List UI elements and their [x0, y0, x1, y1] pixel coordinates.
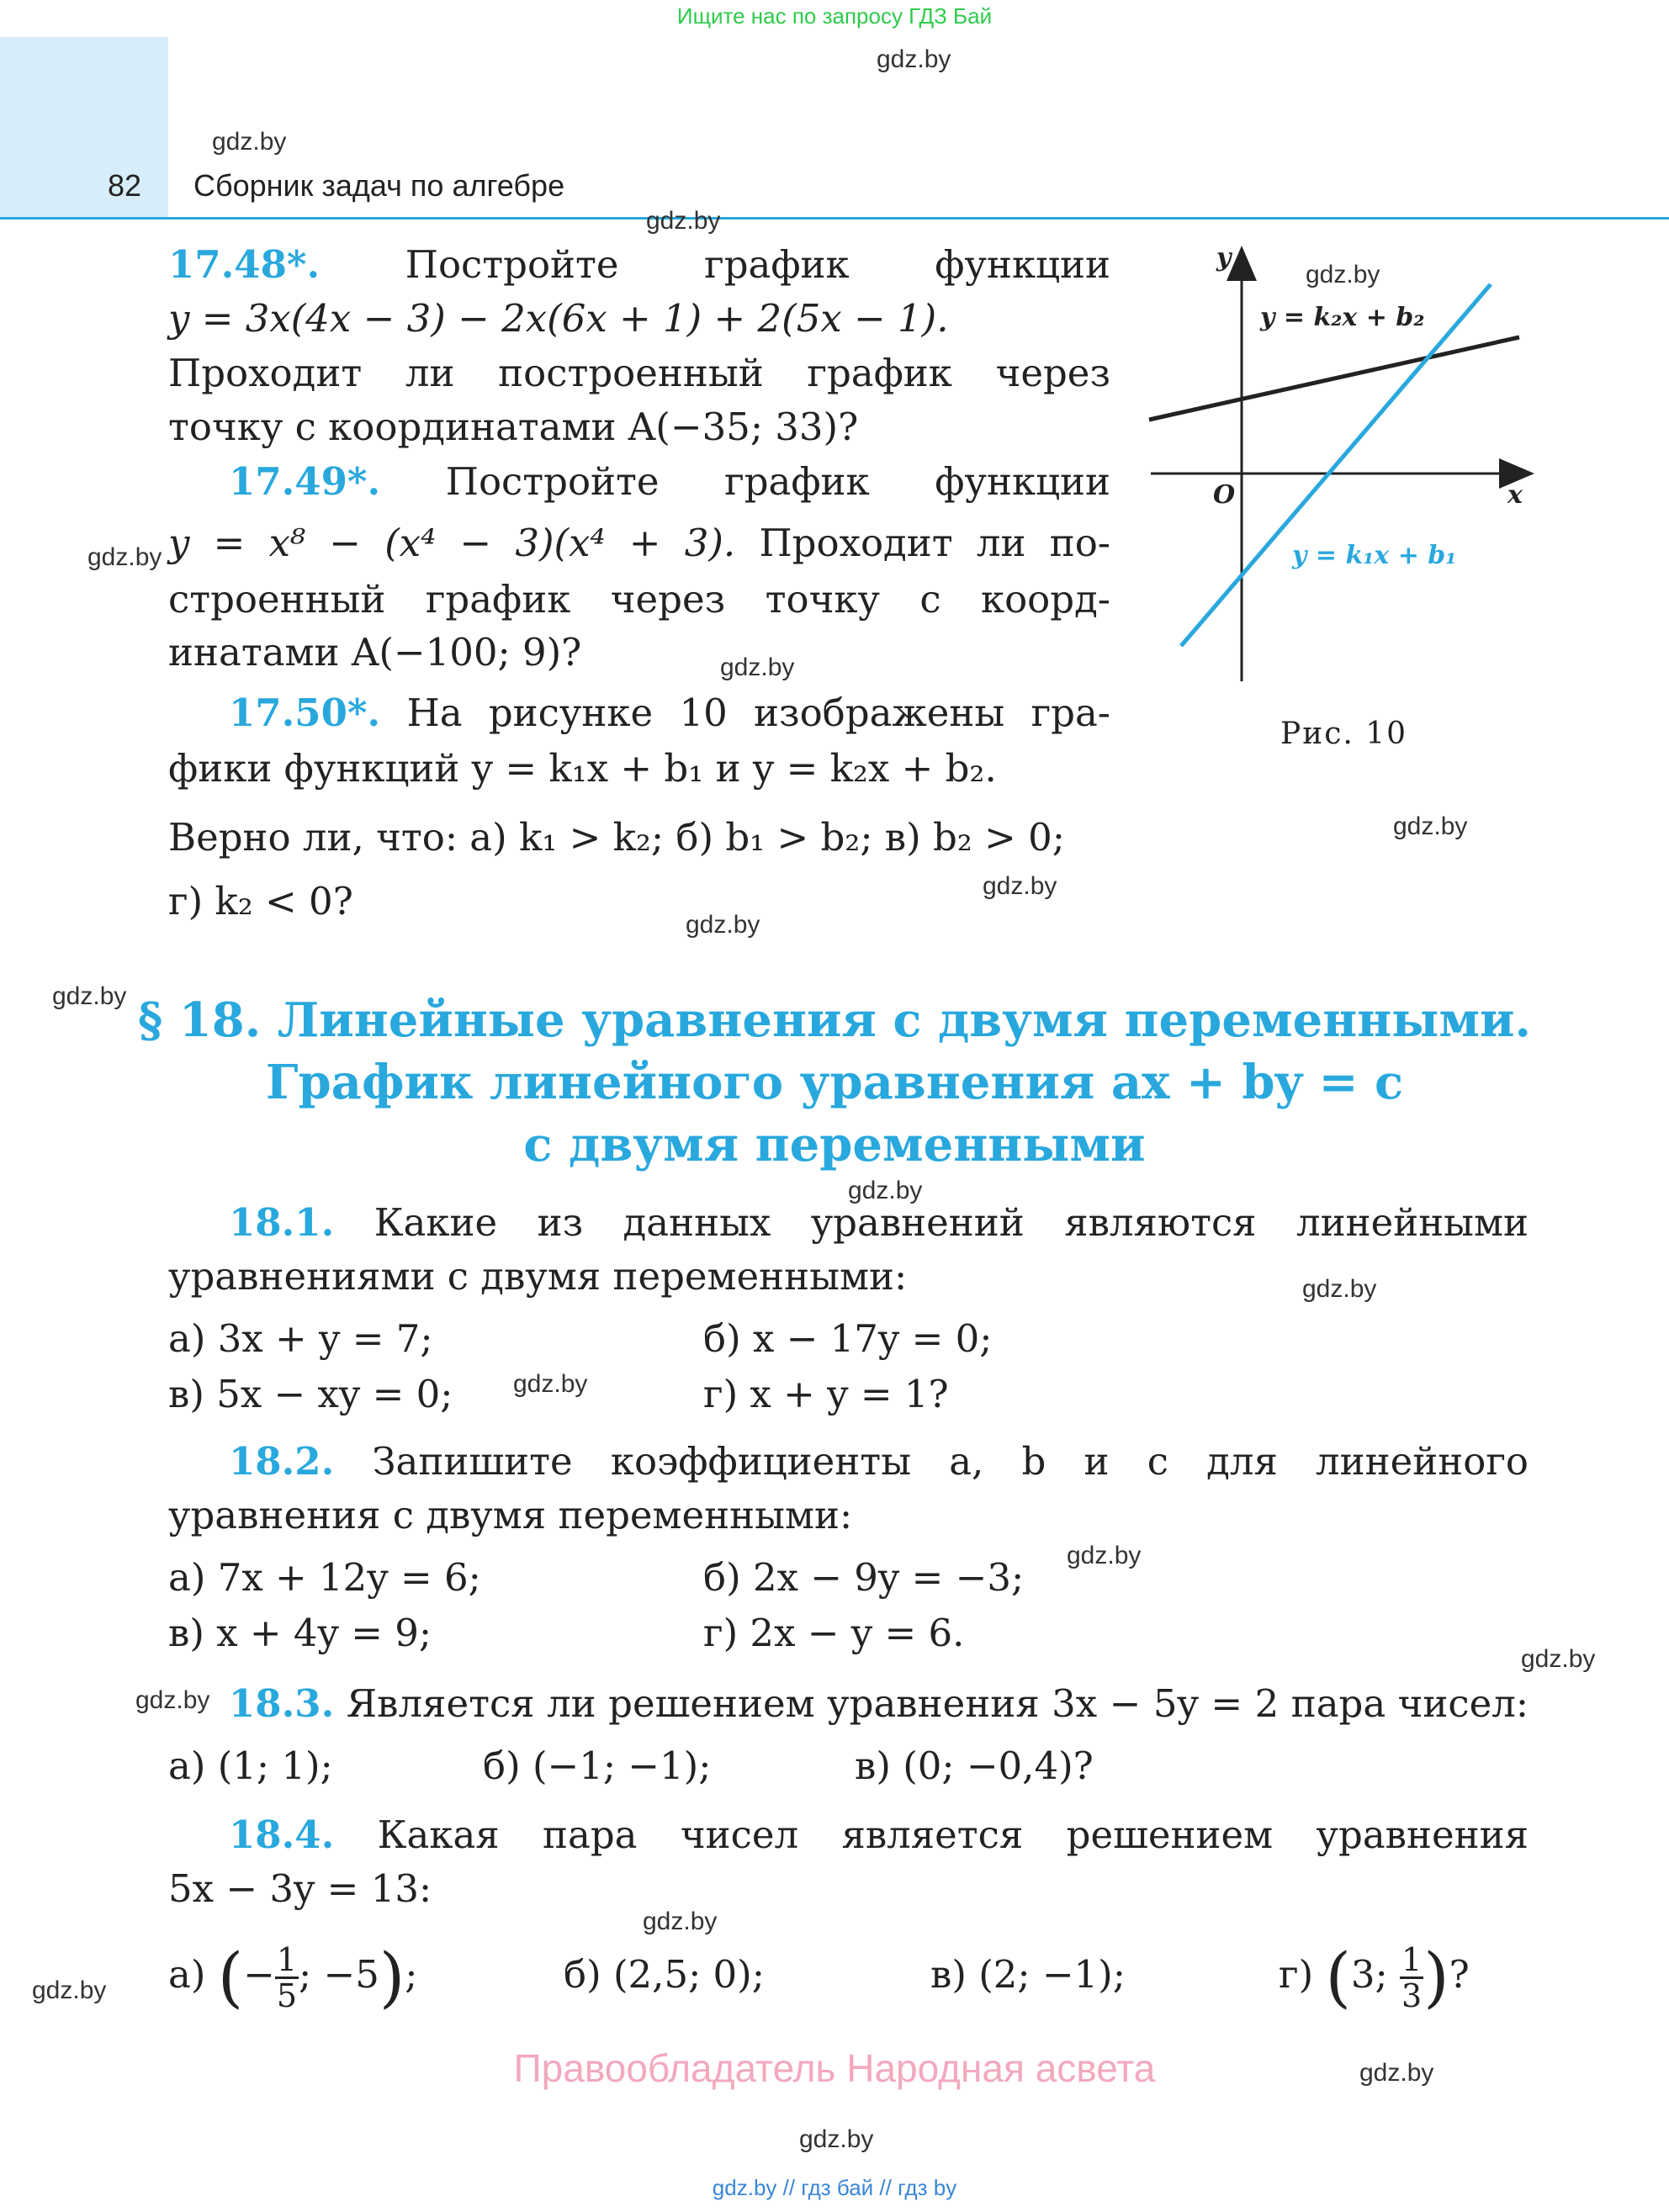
problem-18-1-line2: уравнениями с двумя переменными: — [168, 1254, 908, 1299]
watermark: gdz.by — [212, 128, 287, 156]
problem-18-1-a: а) 3x + y = 7; — [168, 1316, 433, 1361]
watermark: gdz.by — [1393, 812, 1468, 840]
watermark: gdz.by — [1359, 2059, 1434, 2087]
problem-18-2-b: б) 2x − 9y = −3; — [703, 1555, 1025, 1600]
watermark: gdz.by — [1306, 261, 1380, 288]
watermark: gdz.by — [848, 1177, 923, 1204]
problem-18-2-v: в) x + 4y = 9; — [168, 1611, 432, 1655]
problem-17-48-line4: точку с координатами A(−35; 33)? — [168, 405, 859, 449]
problem-18-4-g: г) (3; $\frac{1}{3}$ )? — [1279, 1939, 1470, 2016]
search-banner: Ищите нас по запросу ГДЗ Бай — [676, 3, 993, 29]
page-number: 82 — [108, 168, 142, 203]
problem-18-3-line1: 18.3. Является ли решением уравнения 3x − 5y = 2 пара чисел: — [229, 1681, 1529, 1726]
figure-10 — [1136, 235, 1539, 706]
problem-18-1-v: в) 5x − xy = 0; — [168, 1372, 453, 1416]
line2-label: y = k₂x + b₂ — [1260, 303, 1425, 332]
origin-label: O — [1213, 480, 1236, 510]
section-title-line3: с двумя переменными — [523, 1117, 1146, 1172]
problem-18-2-g: г) 2x − y = 6. — [703, 1611, 965, 1655]
watermark: gdz.by — [877, 45, 951, 73]
line-k1-b1 — [1181, 284, 1491, 646]
problem-18-1-b: б) x − 17y = 0; — [703, 1316, 993, 1361]
figure-caption: Рис. 10 — [1280, 717, 1408, 751]
watermark: gdz.by — [1067, 1542, 1142, 1569]
problem-18-1-line1: 18.1. Какие из данных уравнений являются линейными — [229, 1200, 1529, 1245]
problem-17-48-line1: 17.48*. Постройте график функции — [168, 242, 1110, 287]
watermark: gdz.by — [52, 982, 127, 1010]
footer-links[interactable]: gdz.by // гдз бай // гдз by — [712, 2175, 957, 2200]
watermark: gdz.by — [1302, 1275, 1377, 1303]
problem-17-50-line4: г) k₂ < 0? — [168, 879, 353, 923]
line-k2-b2 — [1149, 337, 1519, 420]
problem-17-50-line2: фики функций y = k₁x + b₁ и y = k₂x + b₂. — [168, 746, 997, 791]
problem-17-49-line3: строенный график через точку с коорд- — [168, 577, 1110, 622]
problem-17-48-formula: y = 3x(4x − 3) − 2x(6x + 1) + 2(5x − 1). — [168, 296, 949, 341]
problem-18-2-a: а) 7x + 12y = 6; — [168, 1555, 481, 1600]
problem-18-4-b: б) (2,5; 0); — [564, 1952, 765, 1997]
problem-18-4-v: в) (2; −1); — [930, 1952, 1126, 1997]
axis-y-label: y — [1216, 243, 1232, 273]
copyright-notice: Правообладатель Народная асвета — [513, 2046, 1156, 2090]
watermark: gdz.by — [32, 1977, 107, 2004]
running-title: Сборник задач по алгебре — [193, 168, 565, 203]
header-rule — [0, 217, 1669, 220]
problem-17-49-line1: 17.49*. Постройте график функции — [229, 459, 1110, 504]
section-title-line2: График линейного уравнения ax + by = c — [265, 1055, 1404, 1110]
problem-18-4-line2: 5x − 3y = 13: — [168, 1866, 432, 1911]
watermark: gdz.by — [799, 2125, 874, 2153]
problem-17-48-line3: Проходит ли построенный график через — [168, 351, 1110, 395]
problem-18-3-b: б) (−1; −1); — [483, 1744, 712, 1788]
problem-17-49-line4: инатами A(−100; 9)? — [168, 630, 582, 675]
problem-18-3-v: в) (0; −0,4)? — [855, 1744, 1094, 1788]
watermark: gdz.by — [135, 1686, 210, 1714]
problem-18-3-a: а) (1; 1); — [168, 1744, 333, 1788]
problem-18-4-line1: 18.4. Какая пара чисел является решением уравнения — [229, 1812, 1529, 1857]
problem-18-2-line1: 18.2. Запишите коэффициенты a, b и c для линейного — [229, 1439, 1529, 1484]
axis-x-label: x — [1507, 480, 1523, 510]
watermark: gdz.by — [1521, 1645, 1596, 1673]
watermark: gdz.by — [643, 1908, 718, 1935]
watermark: gdz.by — [720, 654, 795, 681]
watermark: gdz.by — [87, 543, 162, 571]
problem-17-49-line2: y = x⁸ − (x⁴ − 3)(x⁴ + 3). Проходит ли по- — [168, 521, 1110, 565]
line1-label: y = k₁x + b₁ — [1292, 541, 1457, 570]
problem-18-4-a: а) (− $\frac{1}{5}$ ; −5); — [168, 1939, 418, 2016]
watermark: gdz.by — [513, 1370, 588, 1398]
problem-17-50-line3: Верно ли, что: а) k₁ > k₂; б) b₁ > b₂; в) b₂ > 0; — [168, 815, 1065, 860]
watermark: gdz.by — [646, 207, 721, 235]
page-number-box — [0, 37, 168, 218]
watermark: gdz.by — [983, 872, 1057, 900]
problem-18-1-g: г) x + y = 1? — [703, 1372, 949, 1416]
section-title-line1: § 18. Линейные уравнения с двумя переменными. — [137, 992, 1532, 1048]
problem-17-50-line1: 17.50*. На рисунке 10 изображены гра- — [229, 691, 1110, 735]
problem-18-2-line2: уравнения с двумя переменными: — [168, 1493, 853, 1537]
watermark: gdz.by — [686, 911, 760, 939]
